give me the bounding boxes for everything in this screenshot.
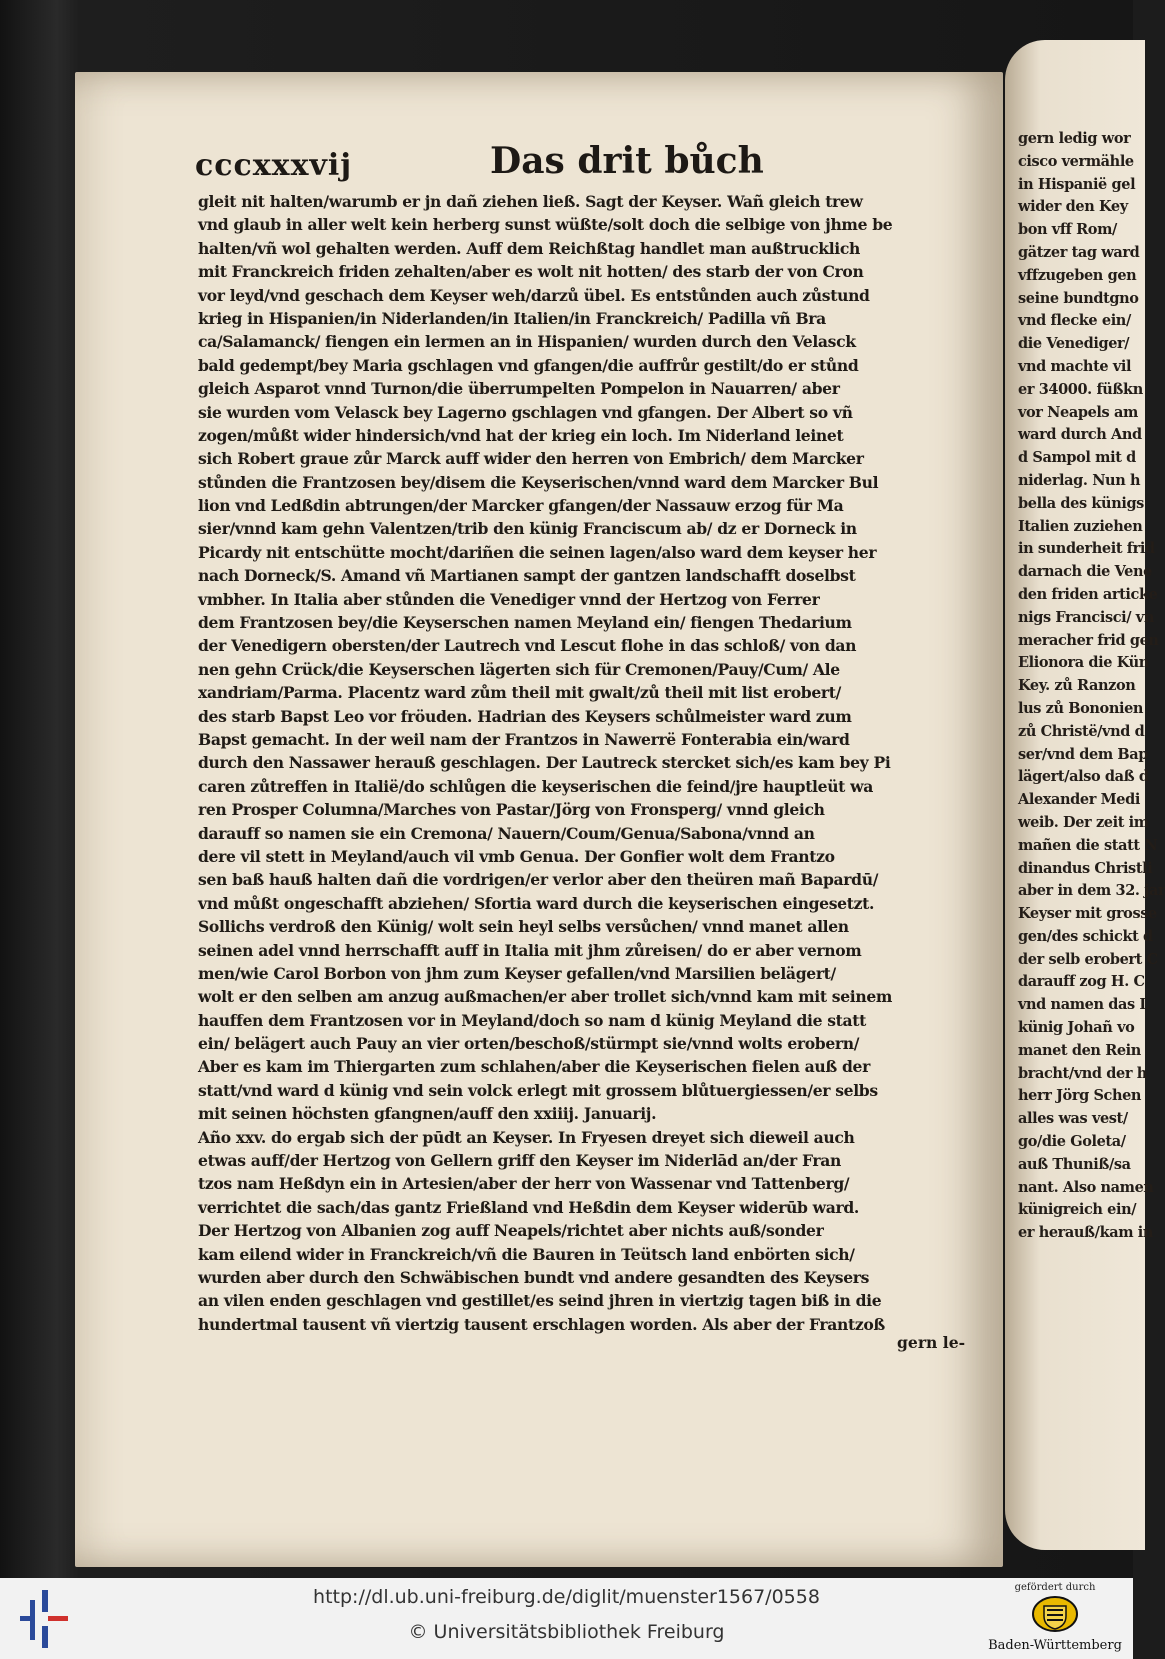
permalink-url[interactable]: http://dl.ub.uni-freiburg.de/diglit/muenster1567/0558 xyxy=(313,1586,820,1608)
text-line: ren Prosper Columna/Marches von Pastar/Jörg von Fronsperg/ vnnd gleich xyxy=(198,800,825,820)
facing-text-line: er 34000. füßkn xyxy=(1018,380,1143,398)
facing-text-line: darauff zog H. C xyxy=(1018,973,1145,991)
text-line: des starb Bapst Leo vor fröuden. Hadrian des Keysers schůlmeister ward zum xyxy=(198,706,852,726)
facing-text-line: den friden articke xyxy=(1018,585,1158,603)
text-line: dere vil stett in Meyland/auch vil vmb Genua. Der Gonfier wolt dem Frantzo xyxy=(198,846,835,866)
facing-page-text xyxy=(1018,128,1165,1245)
text-line: mit Franckreich friden zehalten/aber es wolt nit hotten/ des starb der von Cron xyxy=(198,262,864,282)
text-line: der Venedigern obersten/der Lautrech vnd Lescut flohe in das schloß/ von dan xyxy=(198,636,857,656)
text-line: dem Frantzosen bey/die Keyserschen namen Meyland ein/ fiengen Thedarium xyxy=(198,613,852,633)
text-line: lion vnd Ledßdin abtrungen/der Marcker gfangen/der Nassauw erzog für Ma xyxy=(198,496,844,516)
text-line: hundertmal tausent vñ viertzig tausent erschlagen worden. Als aber der Frantzoß xyxy=(198,1314,885,1334)
text-line: mit seinen höchsten gfangnen/auff den xxiiij. Januarij. xyxy=(198,1104,657,1124)
page-header xyxy=(195,140,955,188)
text-line: darauff so namen sie ein Cremona/ Nauern/Coum/Genua/Sabona/vnnd an xyxy=(198,823,815,843)
facing-text-line: cisco vermähle xyxy=(1018,152,1134,170)
facing-text-line: bracht/vnd der h xyxy=(1018,1064,1147,1082)
text-line: nach Dorneck/S. Amand vñ Martianen sampt der gantzen landschafft doselbst xyxy=(198,566,856,586)
facing-text-line: go/die Goleta/ xyxy=(1018,1133,1126,1151)
text-line: Sollichs verdroß den Künig/ wolt sein heyl selbs versůchen/ vnnd manet allen xyxy=(198,917,849,937)
text-line: sier/vnnd kam gehn Valentzen/trib den künig Franciscum ab/ dz er Dorneck in xyxy=(198,519,857,539)
facing-text-line: Keyser mit grosse xyxy=(1018,905,1157,923)
text-line: vnd glaub in aller welt kein herberg sunst wüßte/solt doch die selbige von jhme be xyxy=(198,215,893,235)
facing-text-line: bon vff Rom/ xyxy=(1018,221,1117,239)
facing-text-line: er herauß/kam in xyxy=(1018,1224,1154,1242)
text-line: verrichtet die sach/das gantz Frießland vnd Heßdin dem Keyser widerūb ward. xyxy=(198,1197,859,1217)
facing-text-line: ward durch And xyxy=(1018,426,1142,444)
facing-text-line: alles was vest/ xyxy=(1018,1110,1128,1128)
text-line: bald gedempt/bey Maria gschlagen vnd gfangen/die auffrůr gestilt/do er stůnd xyxy=(198,355,859,375)
facing-text-line: meracher frid gen xyxy=(1018,631,1159,649)
coat-of-arms-icon xyxy=(1032,1596,1078,1632)
text-line: men/wie Carol Borbon von jhm zum Keyser gefallen/vnd Marsilien belägert/ xyxy=(198,963,836,983)
folio-number: cccxxxvij xyxy=(195,148,353,183)
facing-text-line: wider den Key xyxy=(1018,198,1128,216)
text-line: ca/Salamanck/ fiengen ein lermen an in Hispanien/ wurden durch den Velasck xyxy=(198,332,856,352)
text-line: gleit nit halten/warumb er jn dañ ziehen ließ. Sagt der Keyser. Wañ gleich trew xyxy=(198,192,863,211)
facing-text-line: lägert/also daß d xyxy=(1018,768,1149,786)
text-line: sich Robert graue zůr Marck auff wider den herren von Embrich/ dem Marcker xyxy=(198,449,864,469)
facing-text-line: bella des künigs xyxy=(1018,494,1144,512)
funder-name: Baden-Württemberg xyxy=(988,1638,1122,1653)
facing-text-line: dinandus Christli xyxy=(1018,859,1153,877)
text-line: wolt er den selben am anzug außmachen/er aber trollet sich/vnnd kam mit seinem xyxy=(198,987,893,1007)
text-line: Der Hertzog von Albanien zog auff Neapels/richtet aber nichts auß/sonder xyxy=(198,1221,824,1241)
text-line: statt/vnd ward d künig vnd sein volck erlegt mit grossem blůtuergiessen/er selbs xyxy=(198,1080,878,1100)
body-text xyxy=(198,190,938,1336)
facing-text-line: der selb erobert C xyxy=(1018,950,1158,968)
text-line: sie wurden vom Velasck bey Lagerno gschlagen vnd gfangen. Der Albert so vñ xyxy=(198,402,853,422)
facing-text-line: niderlag. Nun h xyxy=(1018,471,1141,489)
text-line: gleich Asparot vnnd Turnon/die überrumpelten Pompelon in Nauarren/ aber xyxy=(198,379,840,399)
facing-text-line: gen/des schickt d xyxy=(1018,927,1153,945)
facing-text-line: herr Jörg Schen xyxy=(1018,1087,1142,1105)
text-line: kam eilend wider in Franckreich/vñ die Bauren in Teütsch land enbörten sich/ xyxy=(198,1244,855,1264)
text-line: tzos nam Heßdyn ein in Artesien/aber der herr von Wassenar vnd Tattenberg/ xyxy=(198,1174,850,1194)
text-line: halten/vñ wol gehalten werden. Auff dem Reichßtag handlet man außtrucklich xyxy=(198,238,860,258)
facing-text-line: vffzugeben gen xyxy=(1018,266,1137,284)
funder-label: gefördert durch xyxy=(1014,1582,1096,1593)
text-line: sen baß hauß halten dañ die vordrigen/er verlor aber den theüren mañ Bapardū/ xyxy=(198,870,879,890)
catchword: gern le- xyxy=(897,1333,966,1352)
text-line: an vilen enden geschlagen vnd gestillet/es seind jhren in viertzig tagen biß in die xyxy=(198,1291,882,1311)
footer-bar xyxy=(0,1578,1133,1659)
facing-text-line: Italien zuziehen xyxy=(1018,517,1143,535)
text-line: Picardy nit entschütte mocht/dariñen die seinen lagen/also ward dem keyser her xyxy=(198,542,877,562)
facing-text-line: ser/vnd dem Bap xyxy=(1018,745,1149,763)
funder-badge xyxy=(985,1582,1125,1656)
facing-text-line: Elionora die Kün xyxy=(1018,654,1149,672)
text-line: vmbher. In Italia aber stůnden die Venediger vnnd der Hertzog von Ferrer xyxy=(198,589,820,609)
text-line: hauffen dem Frantzosen vor in Meyland/doch so nam d künig Meyland die statt xyxy=(198,1010,866,1030)
facing-text-line: d Sampol mit d xyxy=(1018,449,1136,467)
text-line: wurden aber durch den Schwäbischen bundt vnd andere gesandten des Keysers xyxy=(198,1267,870,1287)
facing-text-line: künig Johañ vo xyxy=(1018,1019,1135,1037)
text-line: vor leyd/vnd geschach dem Keyser weh/darzů übel. Es entstůnden auch zůstund xyxy=(198,285,870,305)
facing-text-line: seine bundtgno xyxy=(1018,289,1139,307)
copyright-text: © Universitätsbibliothek Freiburg xyxy=(408,1621,725,1643)
facing-text-line: manet den Rein xyxy=(1018,1041,1141,1059)
facing-text-line: Alexander Medi xyxy=(1018,791,1140,809)
facing-text-line: mañen die statt N xyxy=(1018,836,1158,854)
text-line: stůnden die Frantzosen bey/disem die Keyserischen/vnnd ward dem Marcker Bul xyxy=(198,472,879,492)
facing-text-line: vnd namen das L xyxy=(1018,996,1150,1014)
text-line: etwas auff/der Hertzog von Gellern griff den Keyser im Niderlād an/der Fran xyxy=(198,1151,842,1171)
facing-text-line: gern ledig wor xyxy=(1018,130,1131,147)
text-line: ein/ belägert auch Pauy an vier orten/beschoß/stürmpt sie/vnnd wolts erobern/ xyxy=(198,1034,860,1054)
facing-text-line: zů Christë/vnd d xyxy=(1018,722,1145,740)
text-line: krieg in Hispanien/in Niderlanden/in Italien/in Franckreich/ Padilla vñ Bra xyxy=(198,308,826,328)
facing-text-line: künigreich ein/ xyxy=(1018,1201,1137,1219)
facing-text-line: darnach die Vene xyxy=(1018,563,1152,581)
facing-text-line: in sunderheit frid xyxy=(1018,540,1155,558)
text-line: zogen/můßt wider hindersich/vnd hat der krieg ein loch. Im Niderland leinet xyxy=(198,425,844,445)
text-line: durch den Nassawer herauß geschlagen. Der Lautreck stercket sich/es kam bey Pi xyxy=(198,753,891,773)
running-title: Das drit bůch xyxy=(490,140,764,182)
facing-text-line: gätzer tag ward xyxy=(1018,243,1140,261)
facing-text-line: nigs Francisci/ vn xyxy=(1018,608,1154,626)
facing-text-line: vnd machte vil xyxy=(1018,357,1132,375)
text-line: xandriam/Parma. Placentz ward zům theil mit gwalt/zů theil mit list erobert/ xyxy=(198,683,841,703)
text-line: Bapst gemacht. In der weil nam der Frantzos in Nawerrë Fonterabia ein/ward xyxy=(198,729,850,749)
facing-text-line: lus zů Bononien xyxy=(1018,699,1144,717)
facing-text-line: die Venediger/ xyxy=(1018,335,1130,353)
text-line: caren zůtreffen in Italië/do schlůgen die keyserischen die feind/jre hauptleüt wa xyxy=(198,776,873,796)
text-line: Aber es kam im Thiergarten zum schlahen/aber die Keyserischen fielen auß der xyxy=(198,1057,870,1077)
facing-text-line: Key. zů Ranzon xyxy=(1018,677,1136,695)
text-line: Año xxv. do ergab sich der pūdt an Keyser. In Fryesen dreyet sich dieweil auch xyxy=(198,1127,855,1147)
facing-text-line: in Hispanië gel xyxy=(1018,175,1136,193)
text-line: seinen adel vnnd herrschafft auff in Italia mit jhm zůreisen/ do er aber vernom xyxy=(198,940,862,960)
text-line: nen gehn Crück/die Keyserschen lägerten sich für Cremonen/Pauy/Cum/ Ale xyxy=(198,659,840,679)
facing-text-line: aber in dem 32. jar xyxy=(1018,882,1165,900)
facing-text-line: auß Thuniß/sa xyxy=(1018,1155,1131,1173)
text-line: vnd můßt ongeschafft abziehen/ Sfortia ward durch die keyserischen eingesetzt. xyxy=(198,893,875,913)
facing-text-line: vnd flecke ein/ xyxy=(1018,312,1131,330)
facing-text-line: vor Neapels am xyxy=(1018,403,1138,421)
facing-text-line: weib. Der zeit im xyxy=(1018,813,1149,831)
facing-text-line: nant. Also namen xyxy=(1018,1178,1154,1196)
